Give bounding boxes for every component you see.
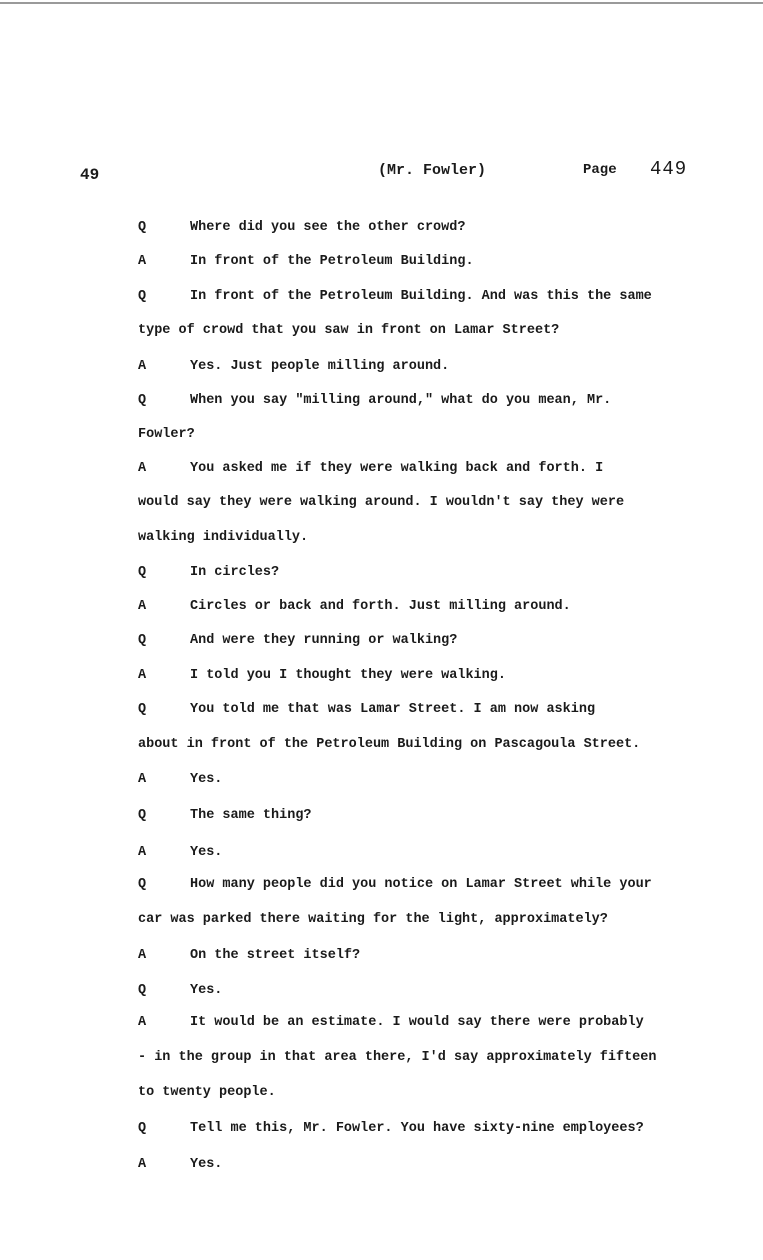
transcript-line [0,1013,763,1033]
line-text: about in front of the Petroleum Building on Pascagoula Street. [138,737,641,752]
transcript-line [0,1119,763,1139]
transcript-line [0,806,763,826]
line-text: You told me that was Lamar Street. I am now asking [190,702,596,717]
line-text: Yes. Just people milling around. [190,359,450,374]
speaker-marker: A [138,948,147,963]
line-text: walking individually. [138,530,309,545]
line-text: I told you I thought they were walking. [190,668,506,683]
line-text: type of crowd that you saw in front on Lamar Street? [138,323,560,338]
line-text: The same thing? [190,808,312,823]
line-text: Yes. [190,983,223,998]
page-label: Page [583,162,617,178]
transcript-line [0,287,763,307]
transcript-line [0,459,763,479]
line-text: It would be an estimate. I would say there were probably [190,1015,644,1030]
transcript-line [0,631,763,651]
line-text: Circles or back and forth. Just milling around. [190,599,571,614]
transcript-line [0,770,763,790]
transcript-line [0,843,763,863]
transcript-line [0,528,763,548]
speaker-marker: Q [138,633,147,648]
speaker-marker: A [138,1157,147,1172]
transcript-line [0,981,763,1001]
speaker-marker: Q [138,702,147,717]
speaker-marker: Q [138,808,147,823]
speaker-marker: A [138,359,147,374]
transcript-line [0,1155,763,1175]
line-text: In circles? [190,565,280,580]
line-text: Yes. [190,845,223,860]
line-text: Fowler? [138,427,195,442]
transcript-line [0,252,763,272]
transcript-line [0,1048,763,1068]
transcript-line [0,563,763,583]
transcript-line [0,357,763,377]
speaker-marker: A [138,461,147,476]
speaker-marker: Q [138,289,147,304]
speaker-marker: Q [138,983,147,998]
line-text: In front of the Petroleum Building. [190,254,474,269]
line-text: When you say "milling around," what do you mean, Mr. [190,393,612,408]
page-number: 449 [650,158,688,180]
transcript-line [0,946,763,966]
speaker-marker: A [138,772,147,787]
speaker-marker: A [138,668,147,683]
line-text: Where did you see the other crowd? [190,220,466,235]
transcript-line [0,321,763,341]
transcript-line [0,1083,763,1103]
speaker-marker: Q [138,393,147,408]
transcript-line [0,597,763,617]
line-number: 49 [80,166,100,184]
line-text: You asked me if they were walking back and forth. I [190,461,604,476]
transcript-line [0,666,763,686]
line-text: Yes. [190,772,223,787]
speaker-marker: Q [138,565,147,580]
speaker-marker: Q [138,220,147,235]
line-text: Tell me this, Mr. Fowler. You have sixty-nine employees? [190,1121,644,1136]
line-text: On the street itself? [190,948,361,963]
line-text: would say they were walking around. I wouldn't say they were [138,495,625,510]
line-text: - in the group in that area there, I'd say approximately fifteen [138,1050,657,1065]
line-text: In front of the Petroleum Building. And was this the same [190,289,652,304]
transcript-line [0,425,763,445]
speaker-marker: Q [138,877,147,892]
transcript-line [0,735,763,755]
line-text: Yes. [190,1157,223,1172]
line-text: And were they running or walking? [190,633,458,648]
transcript-line [0,910,763,930]
line-text: to twenty people. [138,1085,276,1100]
line-text: How many people did you notice on Lamar Street while your [190,877,652,892]
speaker-marker: Q [138,1121,147,1136]
transcript-line [0,700,763,720]
transcript-line [0,218,763,238]
transcript-line [0,391,763,411]
transcript-line [0,493,763,513]
speaker-marker: A [138,845,147,860]
witness-speaker: (Mr. Fowler) [378,162,487,179]
speaker-marker: A [138,599,147,614]
line-text: car was parked there waiting for the light, approximately? [138,912,608,927]
speaker-marker: A [138,254,147,269]
speaker-marker: A [138,1015,147,1030]
transcript-line [0,875,763,895]
